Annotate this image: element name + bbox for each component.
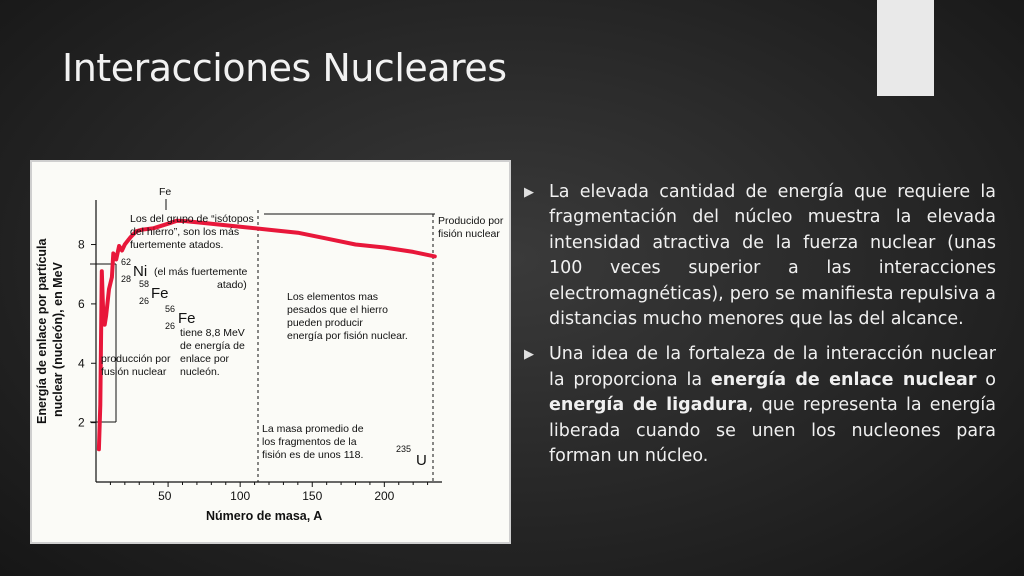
bullet-list (522, 180, 996, 479)
x-tick-label: 50 (158, 489, 172, 503)
binding-energy-figure (30, 160, 511, 544)
fe58-symbol: Fe (151, 285, 169, 302)
fission-right-note-line2: fisión nuclear (438, 228, 500, 240)
mass-avg-line2: los fragmentos de la (262, 436, 357, 448)
y-tick-label: 6 (78, 296, 85, 311)
heavier-note-line4: energía por fisión nuclear. (287, 330, 408, 342)
bullet-2-bold-term-1: energía de enlace nuclear (710, 369, 977, 390)
x-tick-label: 200 (374, 489, 395, 503)
fission-right-note (438, 215, 504, 240)
fe-top-marker: Fe (159, 186, 172, 198)
ni-note-line2: atado) (217, 279, 247, 291)
iron-group-note-line2: del hierro”, son los más (130, 226, 240, 238)
fe56-note-line4: nucleón. (180, 366, 220, 378)
u-symbol: U (416, 452, 427, 469)
fusion-note (101, 353, 171, 378)
y-axis-label-line2: nuclear (nucleón), en MeV (51, 262, 65, 417)
fe56-symbol: Fe (178, 310, 196, 327)
bullet-2-seg-1: Una idea de la fortaleza de la interacción nuclear la proporciona la (549, 344, 996, 390)
y-axis-label-line1: Energía de enlace por partícula (35, 238, 49, 424)
iron-group-note-line3: fuertemente atados. (130, 239, 224, 251)
mass-avg-line1: La masa promedio de (262, 423, 364, 435)
y-tick-label: 4 (78, 356, 85, 371)
bullet-item-2 (522, 342, 996, 469)
fe56-note-line2: de energía de (180, 340, 245, 352)
heavier-note-line3: pueden producir (287, 317, 363, 329)
bullet-1-text: La elevada cantidad de energía que requiere la fragmentación del núcleo muestra la elevada intensidad atractiva de la fuerza nuclear (unas 100 veces superior a las interacciones electromagnéticas), pero se manifiesta repulsiva a distancias mucho menores que las del alcance. (549, 182, 996, 330)
fusion-note-line1: producción por (101, 353, 171, 365)
fe56-note-line3: enlace por (180, 353, 230, 365)
fe58-label-group (139, 279, 169, 306)
heavier-note-line2: pesados que el hierro (287, 304, 388, 316)
bullet-2-bold-term-2: energía de ligadura (549, 395, 748, 416)
fe56-z: 26 (165, 321, 176, 331)
u-mass: 235 (396, 444, 412, 454)
mass-average-note (262, 423, 364, 461)
slide-title: Interacciones Nucleares (62, 46, 507, 90)
mass-avg-line3: fisión es de unos 118. (262, 449, 364, 461)
x-tick-label: 150 (302, 489, 323, 503)
fe58-mass: 58 (139, 279, 150, 289)
fe58-z: 26 (139, 296, 150, 306)
fe56-note-line1: tiene 8,8 MeV (180, 327, 245, 339)
ni-symbol: Ni (133, 263, 148, 280)
heavier-elements-note (287, 291, 408, 342)
fe56-label-group (165, 304, 245, 378)
bullet-text-2 (549, 344, 996, 466)
right-triangle-icon: ▶ (524, 347, 534, 363)
ni-z: 28 (121, 274, 132, 284)
right-triangle-icon: ▶ (524, 185, 534, 200)
bullet-text-1 (549, 182, 996, 329)
ni-note-line1: (el más fuertemente (154, 266, 248, 278)
bullet-2-seg-5: , que representa la energía liberada cuando se unen los nucleones para forman un núcleo. (549, 395, 996, 467)
y-tick-label: 8 (78, 237, 85, 252)
iron-group-note (130, 213, 254, 251)
ni-mass: 62 (121, 257, 132, 267)
fission-right-note-line1: Producido por (438, 215, 504, 227)
x-tick-label: 100 (230, 489, 251, 503)
fusion-note-line2: fusión nuclear (101, 366, 167, 378)
iron-group-note-line1: Los del grupo de “isótopos (130, 213, 254, 225)
bullet-item-1 (522, 180, 996, 332)
decorative-tab (877, 0, 934, 96)
fe56-mass: 56 (165, 304, 176, 314)
x-axis-label: Número de masa, A (206, 509, 323, 523)
heavier-note-line1: Los elementos mas (287, 291, 379, 303)
y-tick-label: 2 (78, 415, 85, 430)
uranium-label-group (396, 444, 427, 469)
binding-energy-chart (32, 162, 509, 542)
bullet-2-seg-3: o (976, 369, 996, 390)
